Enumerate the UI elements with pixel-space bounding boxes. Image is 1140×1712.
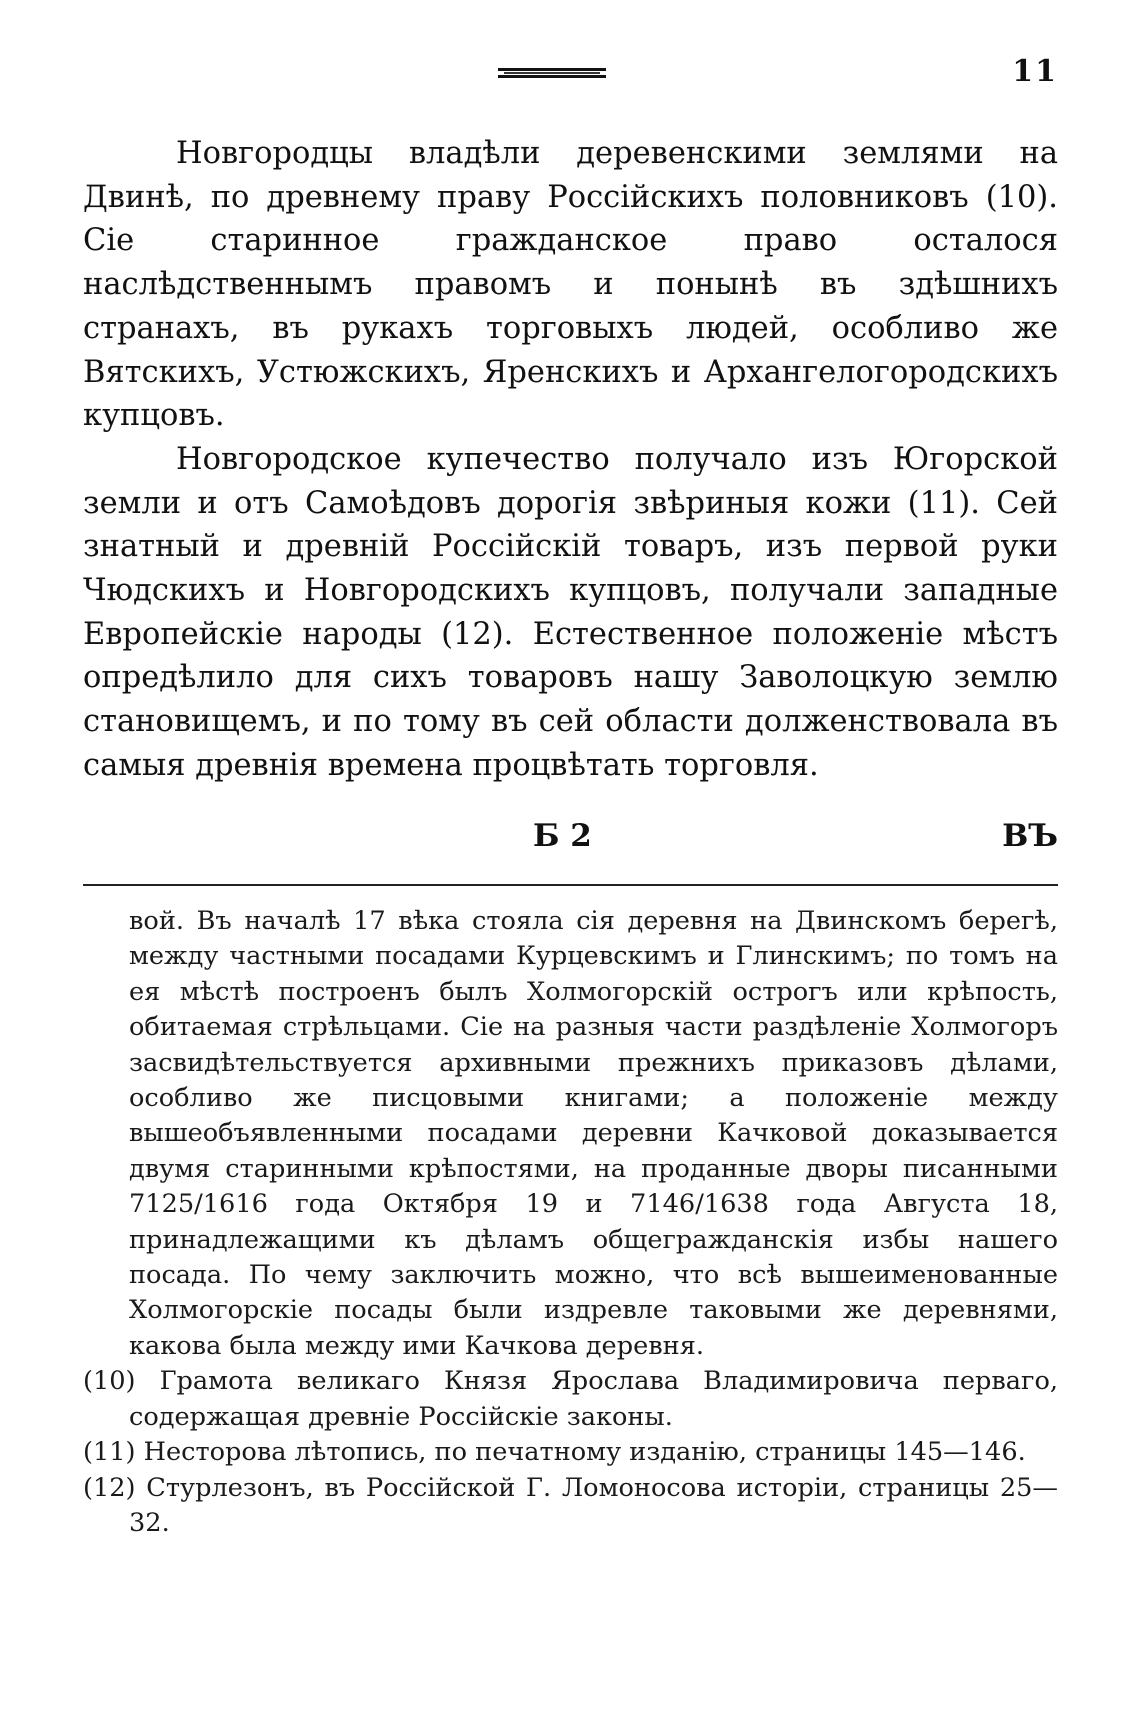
footnote-continuation: вой. Въ началѣ 17 вѣка стояла сія деревня на Двинскомъ берегѣ, между частными посадами Курцевскимъ и Глинскимъ; по томъ на ея мѣстѣ построенъ былъ Холмогорскій острогъ или крѣпость, обитаемая стрѣльцами. Сіе на разныя части раздѣленіе Холмогоръ засвидѣтельствуется архивными прежнихъ приказовъ дѣлами, особливо же писцовыми книгами; а положеніе между вышеобъявленными посадами деревни Качковой доказывается двумя старинными крѣпостями, на проданные дворы писанными 7125/1616 года Октября 19 и 7146/1638 года Августа 18, принадлежащими къ дѣламъ общегражданскія избы нашего посада. По чему заключить можно, что всѣ вышеименованные Холмогорскіе посады были издревле таковыми же деревнями, какова была между ими Качкова деревня. xyxy=(129,906,1058,1361)
catchword: ВЪ xyxy=(1002,818,1058,854)
footnotes xyxy=(83,904,1058,1541)
signature-line xyxy=(83,818,1058,862)
footnote: (11) Несторова лѣтопись, по печатному изданію, страницы 145—146. xyxy=(83,1437,1026,1468)
header-ornament xyxy=(498,68,606,78)
footnote: (12) Стурлезонъ, въ Россійской Г. Ломоносова исторіи, страницы 25—32. xyxy=(83,1472,1058,1538)
paragraph: Новгородцы владѣли деревенскими землями на Двинѣ, по древнему праву Россійскихъ половниковъ (10). Сіе старинное гражданское право осталося наслѣдственнымъ правомъ и понынѣ въ здѣшнихъ странахъ, въ рукахъ торговыхъ людей, особливо же Вятскихъ, Устюжскихъ, Яренскихъ и Архангелогородскихъ купцовъ. xyxy=(83,136,1058,434)
ornament-rule-bottom xyxy=(498,75,606,78)
printer-signature: Б 2 xyxy=(533,818,592,854)
ornament-rule-middle xyxy=(504,72,600,74)
paragraph: Новгородское купечество получало изъ Югорской земли и отъ Самоѣдовъ дорогія звѣриныя кожи (11). Сей знатный и древній Россійскій товаръ, изъ первой руки Чюдскихъ и Новгородскихъ купцовъ, получали западные Европейскіе народы (12). Естественное положеніе мѣстъ опредѣлило для сихъ товаровъ нашу Заволоцкую землю становищемъ, и по тому въ сей области долженствовала въ самыя древнія времена процвѣтать торговля. xyxy=(83,441,1058,783)
ornament-rule-top xyxy=(498,68,606,71)
footnote-divider xyxy=(83,884,1058,886)
footnote: (10) Грамота великаго Князя Ярослава Владимировича перваго, содержащая древніе Россійскіе законы. xyxy=(83,1366,1058,1432)
page-number: 11 xyxy=(1012,54,1058,89)
main-text xyxy=(83,132,1058,788)
